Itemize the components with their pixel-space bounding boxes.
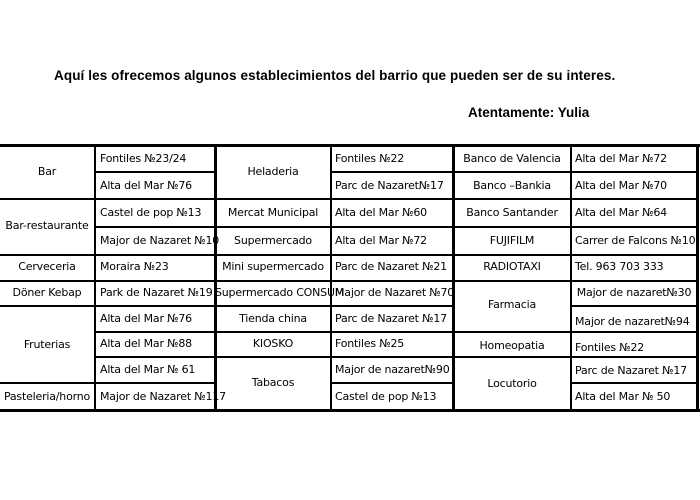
address: Castel de pop №13 <box>100 206 202 219</box>
divider-h <box>571 254 697 256</box>
address: Alta del Mar № 50 <box>575 390 671 403</box>
divider-h <box>215 254 331 256</box>
category-pasteleria: Pasteleria/horno <box>3 390 91 403</box>
category-banco-santander: Banco Santander <box>466 206 558 219</box>
divider-h <box>0 280 95 282</box>
address: Major de nazaret№90 <box>335 363 450 376</box>
address: Park de Nazaret №19 <box>100 286 213 299</box>
address: Alta del Mar №76 <box>100 179 192 192</box>
address: Moraira №23 <box>100 260 169 273</box>
divider-h <box>331 305 453 307</box>
signature: Atentamente: Yulia <box>468 105 590 120</box>
category-mini-supermercado: Mini supermercado <box>222 260 324 273</box>
category-fujifilm: FUJIFILM <box>489 234 535 247</box>
divider-h <box>95 226 215 228</box>
divider-h <box>215 305 331 307</box>
intro-text: Aquí les ofrecemos algunos establecimientos del barrio que pueden ser de su interes. <box>54 68 616 83</box>
address: Alta del Mar №72 <box>335 234 427 247</box>
divider-h <box>95 254 215 256</box>
address: Fontiles №22 <box>335 152 405 165</box>
address: Carrer de Falcons №10 <box>575 234 696 247</box>
address: Alta del Mar № 61 <box>100 363 196 376</box>
address: Fontiles №25 <box>335 337 405 350</box>
address: Parc de Nazaret№17 <box>335 179 444 192</box>
divider-h <box>95 305 215 307</box>
address: Alta del Mar №70 <box>575 179 667 192</box>
divider-h <box>95 331 215 333</box>
divider-h <box>95 280 215 282</box>
divider-h <box>0 382 95 384</box>
divider-h <box>331 280 453 282</box>
divider-h <box>453 280 571 282</box>
divider-h <box>453 171 571 173</box>
address: Parc de Nazaret №17 <box>335 312 447 325</box>
divider-h <box>331 198 453 200</box>
category-radiotaxi: RADIOTAXI <box>483 260 541 273</box>
divider-v3 <box>330 146 332 410</box>
divider-h <box>571 305 697 307</box>
address: Alta del Mar №64 <box>575 206 667 219</box>
address: Tel. 963 703 333 <box>575 260 664 273</box>
table-border-right <box>696 144 699 412</box>
divider-h <box>0 198 95 200</box>
divider-v1 <box>94 146 96 410</box>
category-fruterias: Fruterias <box>23 338 71 351</box>
divider-h <box>453 331 571 333</box>
divider-h <box>0 305 95 307</box>
address: Alta del Mar №72 <box>575 152 667 165</box>
divider-h <box>331 331 453 333</box>
category-tabacos: Tabacos <box>251 376 295 389</box>
category-bar: Bar <box>37 165 57 178</box>
address: Major de nazaret№30 <box>576 286 692 299</box>
divider-h <box>571 356 697 358</box>
address: Parc de Nazaret №21 <box>335 260 447 273</box>
divider-h <box>571 280 697 282</box>
address: Parc de Nazaret №17 <box>575 364 687 377</box>
category-kiosko: KIOSKO <box>252 337 294 350</box>
divider-h <box>331 356 453 358</box>
divider-h <box>571 382 697 384</box>
category-tienda-china: Tienda china <box>239 312 307 325</box>
category-locutorio: Locutorio <box>487 377 537 390</box>
divider-h <box>571 171 697 173</box>
divider-v2 <box>214 146 217 410</box>
address: Major de Nazaret №117 <box>100 390 226 403</box>
divider-h <box>95 356 215 358</box>
divider-h <box>453 198 571 200</box>
divider-h <box>331 171 453 173</box>
divider-h <box>215 356 331 358</box>
divider-h <box>453 226 571 228</box>
category-homeopatia: Homeopatia <box>479 339 545 352</box>
divider-h <box>331 382 453 384</box>
divider-h <box>215 198 331 200</box>
category-banco-de-valencia: Banco de Valencia <box>463 152 561 165</box>
address: Major de Nazaret №70 <box>335 286 455 299</box>
category-supermercado-consum: Supermercado CONSUM <box>215 286 345 299</box>
divider-h <box>571 226 697 228</box>
address: Alta del Mar №76 <box>100 312 192 325</box>
divider-h <box>0 254 95 256</box>
divider-h <box>331 226 453 228</box>
divider-h <box>331 254 453 256</box>
category-farmacia: Farmacia <box>487 298 537 311</box>
address: Major de nazaret№94 <box>575 315 690 328</box>
category-banco-bankia: Banco –Bankia <box>473 179 551 192</box>
divider-h <box>453 254 571 256</box>
category-mercat-municipal: Mercat Municipal <box>227 206 319 219</box>
table-border-top <box>0 144 700 147</box>
divider-h <box>215 226 331 228</box>
divider-h <box>95 382 215 384</box>
address: Fontiles №23/24 <box>100 152 187 165</box>
divider-h <box>215 280 331 282</box>
divider-h <box>95 198 215 200</box>
address: Major de Nazaret №10 <box>100 234 220 247</box>
divider-h <box>453 356 571 358</box>
address: Fontiles №22 <box>575 341 645 354</box>
divider-h <box>571 198 697 200</box>
category-heladeria: Heladeria <box>247 165 299 178</box>
address: Alta del Mar №88 <box>100 337 192 350</box>
category-bar-restaurante: Bar-restaurante <box>5 219 89 232</box>
divider-h <box>215 331 331 333</box>
divider-h <box>571 331 697 333</box>
table-border-bottom <box>0 409 700 412</box>
category-cerveceria: Cerveceria <box>18 260 76 273</box>
address: Castel de pop №13 <box>335 390 437 403</box>
category-supermercado: Supermercado <box>234 234 312 247</box>
address: Alta del Mar №60 <box>335 206 427 219</box>
category-doner-kebap: Döner Kebap <box>12 286 82 299</box>
divider-h <box>95 171 215 173</box>
